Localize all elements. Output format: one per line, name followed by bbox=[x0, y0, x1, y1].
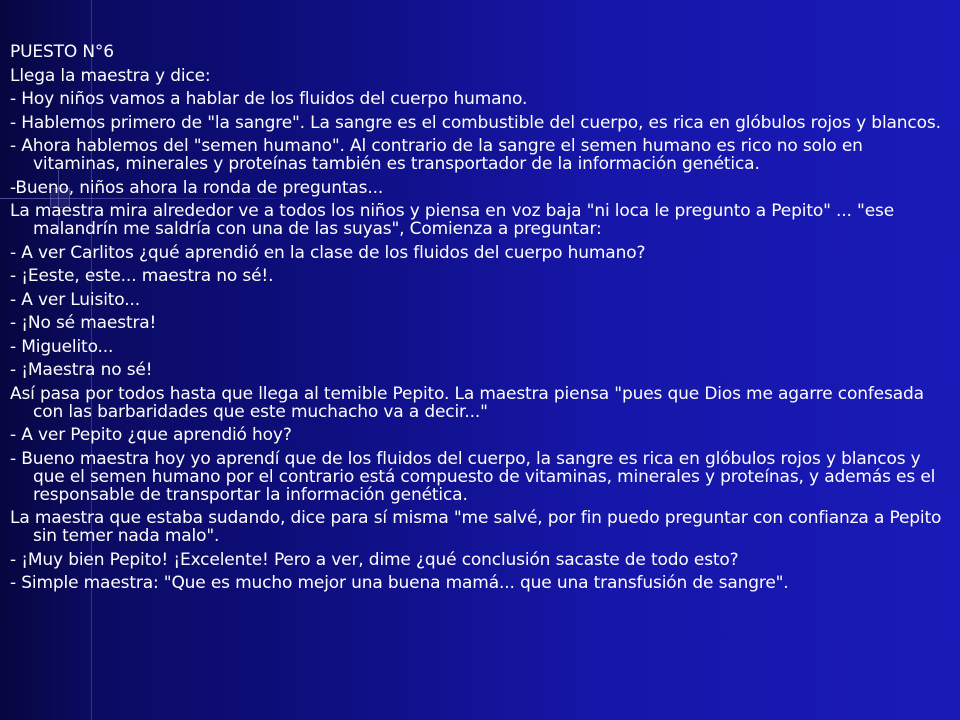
paragraph-2: - Hoy niños vamos a hablar de los fluidos del cuerpo humano. bbox=[10, 89, 528, 109]
paragraph-14: - A ver Pepito ¿que aprendió hoy? bbox=[10, 425, 292, 445]
paragraph-16: La maestra que estaba sudando, dice para sí misma "me salvé, por fin puedo preguntar con confianza a Pepito sin temer nada malo". bbox=[10, 508, 942, 546]
paragraph-4: - Ahora hablemos del "semen humano". Al contrario de la sangre el semen humano es rico no solo en vitaminas, minerales y proteínas también es transportador de la información genética. bbox=[10, 136, 863, 174]
paragraph-15: - Bueno maestra hoy yo aprendí que de los fluidos del cuerpo, la sangre es rica en glóbulos rojos y blancos y que el semen humano por el contrario está compuesto de vitaminas, minerales y proteínas, y además es el responsable de transportar la información genética. bbox=[10, 448, 936, 505]
paragraph-10: - ¡No sé maestra! bbox=[10, 313, 157, 333]
paragraph-3: - Hablemos primero de "la sangre". La sangre es el combustible del cuerpo, es rica en glóbulos rojos y blancos. bbox=[10, 112, 941, 133]
paragraph-17: - ¡Muy bien Pepito! ¡Excelente! Pero a ver, dime ¿qué conclusión sacaste de todo esto? bbox=[10, 549, 739, 570]
slide-text-body bbox=[10, 43, 945, 598]
slide-title: PUESTO N°6 bbox=[10, 42, 114, 62]
paragraph-5: -Bueno, niños ahora la ronda de preguntas... bbox=[10, 177, 384, 198]
paragraph-13: Así pasa por todos hasta que llega al temible Pepito. La maestra piensa "pues que Dios me agarre confesada con las barbaridades que este muchacho va a decir..." bbox=[10, 383, 924, 422]
paragraph-1: Llega la maestra y dice: bbox=[10, 65, 211, 86]
paragraph-11: - Miguelito... bbox=[10, 336, 114, 357]
paragraph-6: La maestra mira alrededor ve a todos los niños y piensa en voz baja "ni loca le pregunto a Pepito" ... "ese malandrín me saldría con una de las suyas", Comienza a preguntar: bbox=[10, 201, 895, 239]
paragraph-9: - A ver Luisito... bbox=[10, 289, 141, 310]
paragraph-18: - Simple maestra: "Que es mucho mejor una buena mamá... que una transfusión de sangre". bbox=[10, 573, 789, 593]
paragraph-7: - A ver Carlitos ¿qué aprendió en la clase de los fluidos del cuerpo humano? bbox=[10, 242, 646, 263]
paragraph-8: - ¡Eeste, este... maestra no sé!. bbox=[10, 266, 274, 286]
paragraph-12: - ¡Maestra no sé! bbox=[10, 360, 153, 380]
